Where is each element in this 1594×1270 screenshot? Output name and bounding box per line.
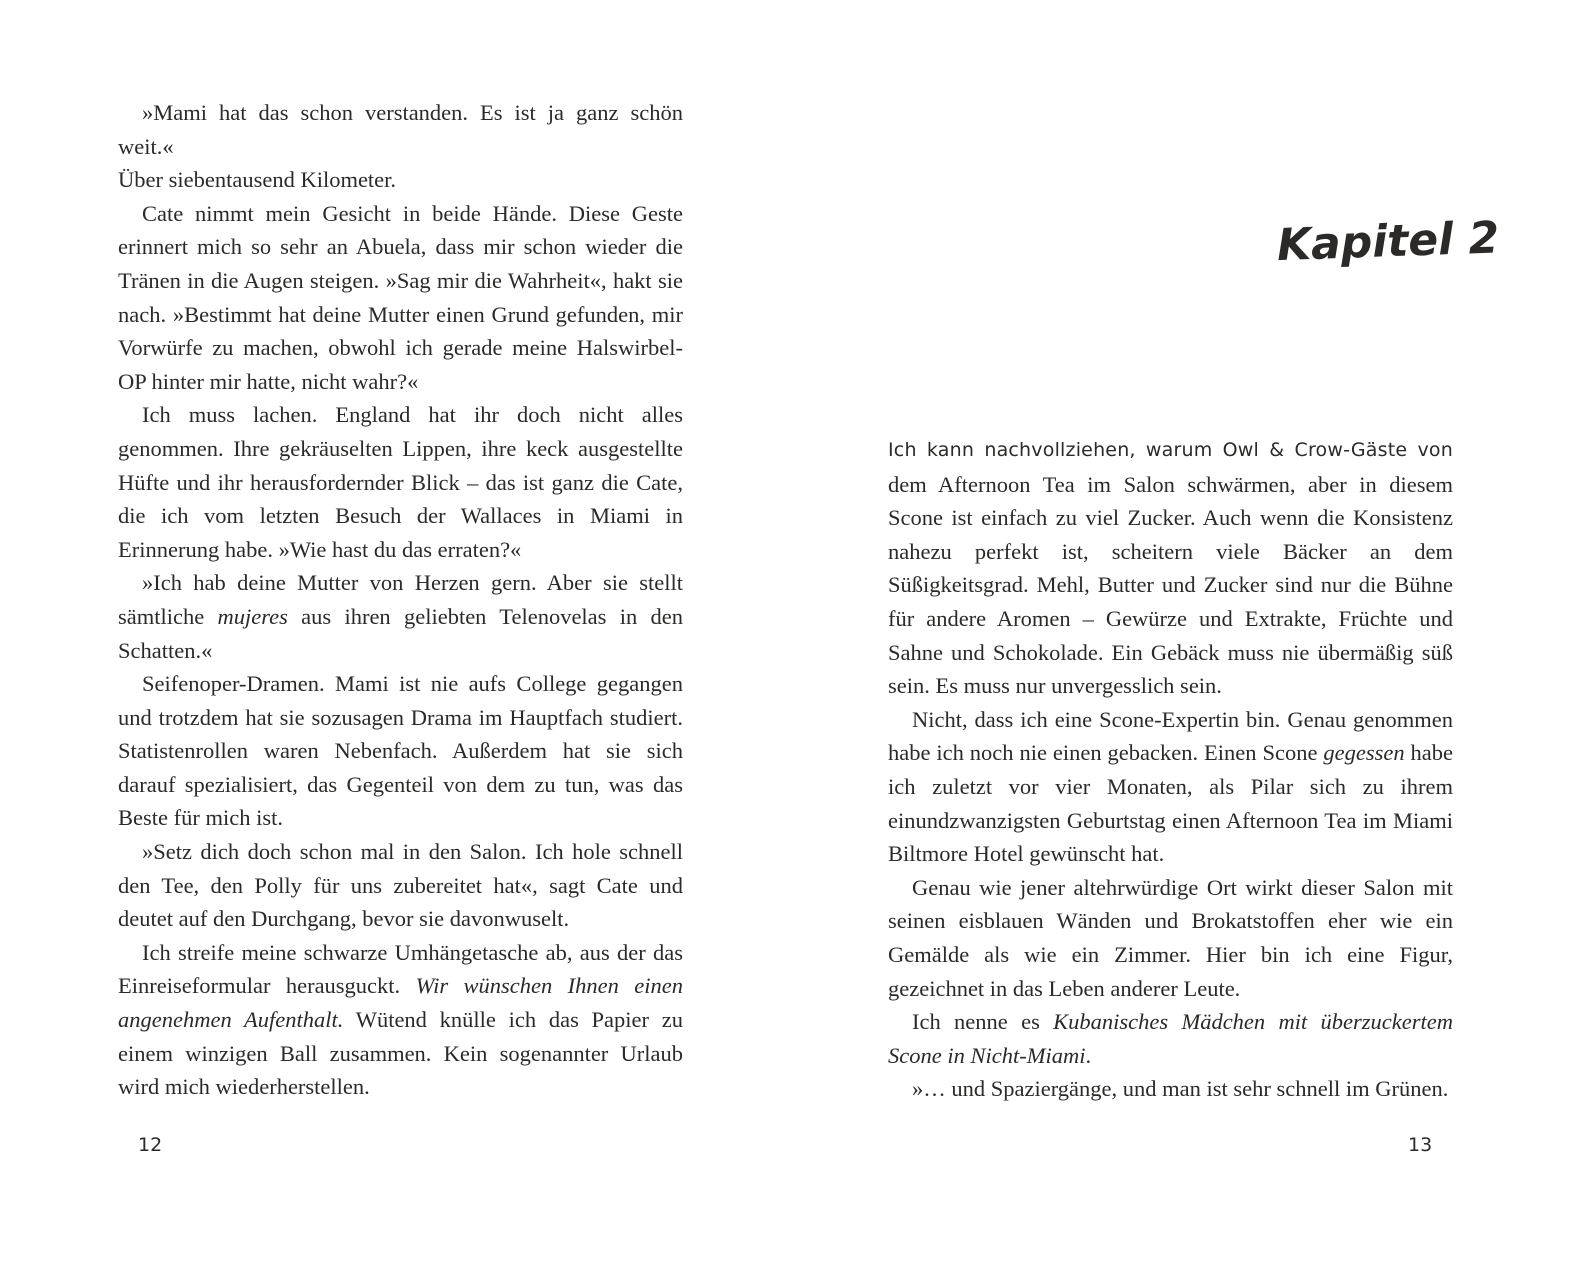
paragraph	[118, 936, 683, 1104]
paragraph: Genau wie jener altehrwürdige Ort wirkt dieser Salon mit seinen eisblauen Wänden und Brokatstoffen eher wie ein Gemälde als wie ein Zimmer. Hier bin ich eine Figur, gezeichnet in das Leben anderer Leute.	[888, 874, 1453, 1001]
paragraph: »… und Spaziergänge, und man ist sehr schnell im Grünen.	[912, 1076, 1449, 1102]
page-number: 12	[138, 1134, 163, 1156]
paragraph	[888, 703, 1453, 871]
page-number: 13	[1408, 1134, 1433, 1156]
paragraph	[888, 432, 1453, 703]
italic-text: Kubanisches Mädchen mit überzuckertem Scone in Nicht-Miami	[888, 1009, 1453, 1068]
text-run: »Ich hab deine Mutter von Herzen gern. Aber sie stellt sämtliche	[118, 570, 683, 629]
chapter-title-text: Kapitel 2	[1276, 212, 1500, 272]
right-page	[797, 0, 1594, 1270]
chapter-title	[1276, 195, 1500, 295]
italic-text: gegessen	[1323, 740, 1405, 766]
text-run: .	[1085, 1042, 1092, 1068]
left-page-body	[118, 96, 683, 1104]
paragraph	[888, 1005, 1453, 1072]
paragraph: »Setz dich doch schon mal in den Salon. Ich hole schnell den Tee, den Polly für uns zubereitet hat«, sagt Cate und deutet auf den Durchgang, bevor sie davonwuselt.	[118, 839, 683, 932]
paragraph: Cate nimmt mein Gesicht in beide Hände. Diese Geste erinnert mich so sehr an Abuela, dass mir schon wieder die Tränen in die Augen steigen. »Sag mir die Wahrheit«, hakt sie nach. »Bestimmt hat deine Mutter einen Grund gefunden, mir Vorwürfe zu machen, obwohl ich gerade meine Halswirbel-OP hinter mir hatte, nicht wahr?«	[118, 200, 683, 394]
paragraph: »Mami hat das schon verstanden. Es ist ja ganz schön weit.«	[118, 100, 683, 159]
text-run: Ich streife meine schwarze Umhängetasche ab, aus der das Einreiseformular herausguckt.	[118, 939, 683, 999]
paragraph	[118, 566, 683, 667]
text-run: Ich nenne es	[912, 1009, 1054, 1035]
right-page-body	[888, 432, 1453, 1106]
lead-in-text: Ich kann nachvollziehen, warum Owl & Crow-Gäste von	[888, 439, 1453, 461]
paragraph: Ich muss lachen. England hat ihr doch nicht alles genommen. Ihre gekräuselten Lippen, ihre keck ausgestellte Hüfte und ihr herausfordernder Blick – das ist ganz die Cate, die ich vom letzten Besuch der Wallaces in Miami in Erinnerung habe. »Wie hast du das erraten?«	[118, 402, 683, 562]
paragraph: Seifenoper-Dramen. Mami ist nie aufs College gegangen und trotzdem hat sie sozusagen Drama im Hauptfach studiert. Statistenrollen waren Nebenfach. Außerdem hat sie sich darauf spezialisiert, das Gegenteil von dem zu tun, was das Beste für mich ist.	[118, 671, 683, 831]
paragraph: Über siebentausend Kilometer.	[118, 167, 397, 193]
italic-text: mujeres	[217, 603, 288, 629]
text-run: dem Afternoon Tea im Salon schwärmen, aber in diesem Scone ist einfach zu viel Zucker. Auch wenn die Konsistenz nahezu perfekt ist, scheitern viele Bäcker an dem Süßigkeitsgrad. Mehl, Butter und Zucker sind nur die Bühne für andere Aromen – Gewürze und Extrakte, Früchte und Sahne und Schokolade. Ein Gebäck muss nie übermäßig süß sein. Es muss nur unvergesslich sein.	[888, 471, 1453, 699]
text-run: aus ihren geliebten Telenovelas in den Schatten.«	[118, 603, 683, 663]
italic-text: Wir wünschen Ihnen einen angenehmen Aufenthalt.	[118, 973, 683, 1033]
text-run: Wütend knülle ich das Papier zu einem winzigen Ball zusammen. Kein sogenannter Urlaub wird mich wiederherstellen.	[118, 1007, 683, 1100]
text-run: habe ich zuletzt vor vier Monaten, als Pilar sich zu ihrem einundzwanzigsten Geburtstag einen Afternoon Tea im Miami Biltmore Hotel gewünscht hat.	[888, 740, 1453, 867]
text-run: Nicht, dass ich eine Scone-Expertin bin. Genau genommen habe ich noch nie einen gebacken. Einen Scone	[888, 706, 1453, 766]
